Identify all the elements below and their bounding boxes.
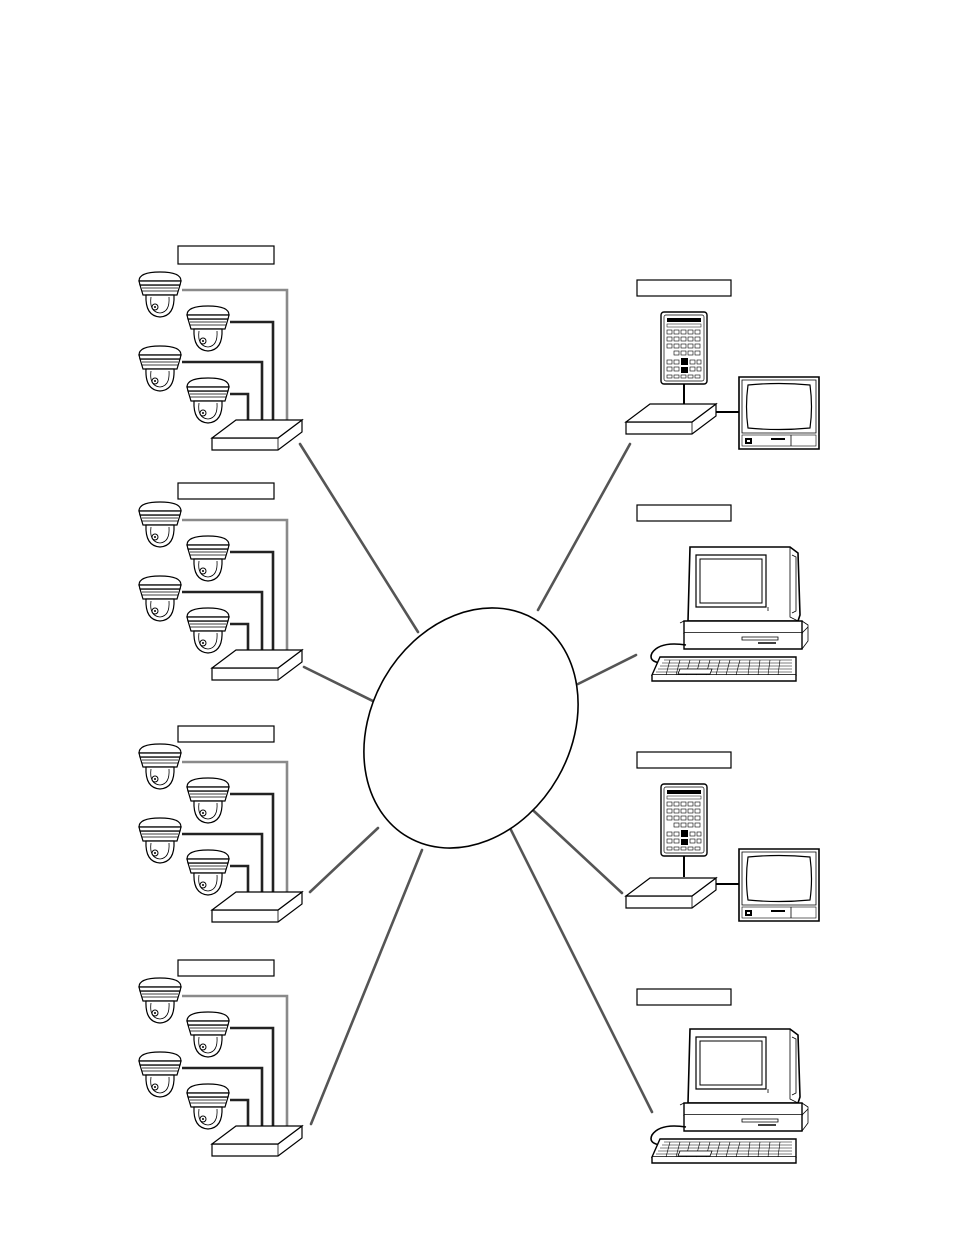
link-station-3: [522, 800, 622, 893]
link-group-2: [304, 667, 383, 706]
link-group-3: [310, 828, 378, 892]
monitor-icon: [739, 849, 819, 921]
station-1-label-box: [637, 280, 731, 296]
station-3-controller-setup: [626, 784, 819, 921]
monitor-icon: [739, 377, 819, 449]
camera-group-3: [139, 744, 302, 922]
station-4-pc: [651, 1029, 808, 1163]
station-3-label-box: [637, 752, 731, 768]
camera-group-3-label-box: [178, 726, 274, 742]
link-station-4: [505, 818, 652, 1112]
station-2-label-box: [637, 505, 731, 521]
link-station-1: [538, 444, 630, 610]
controller-icon: [661, 312, 707, 384]
station-4-label-box: [637, 989, 731, 1005]
encoder-icon: [626, 404, 716, 434]
station-2-pc: [651, 547, 808, 681]
camera-group-4: [139, 978, 302, 1156]
pc-icon: [651, 547, 808, 681]
camera-group-1: [139, 272, 302, 450]
camera-group-1-label-box: [178, 246, 274, 264]
station-1-controller-setup: [626, 312, 819, 449]
camera-group-2-label-box: [178, 483, 274, 499]
camera-group-4-label-box: [178, 960, 274, 976]
link-group-4: [311, 850, 422, 1124]
pc-icon: [651, 1029, 808, 1163]
encoder-icon: [626, 878, 716, 908]
camera-group-2: [139, 502, 302, 680]
controller-icon: [661, 784, 707, 856]
link-group-1: [300, 444, 418, 632]
link-station-2: [578, 655, 636, 684]
